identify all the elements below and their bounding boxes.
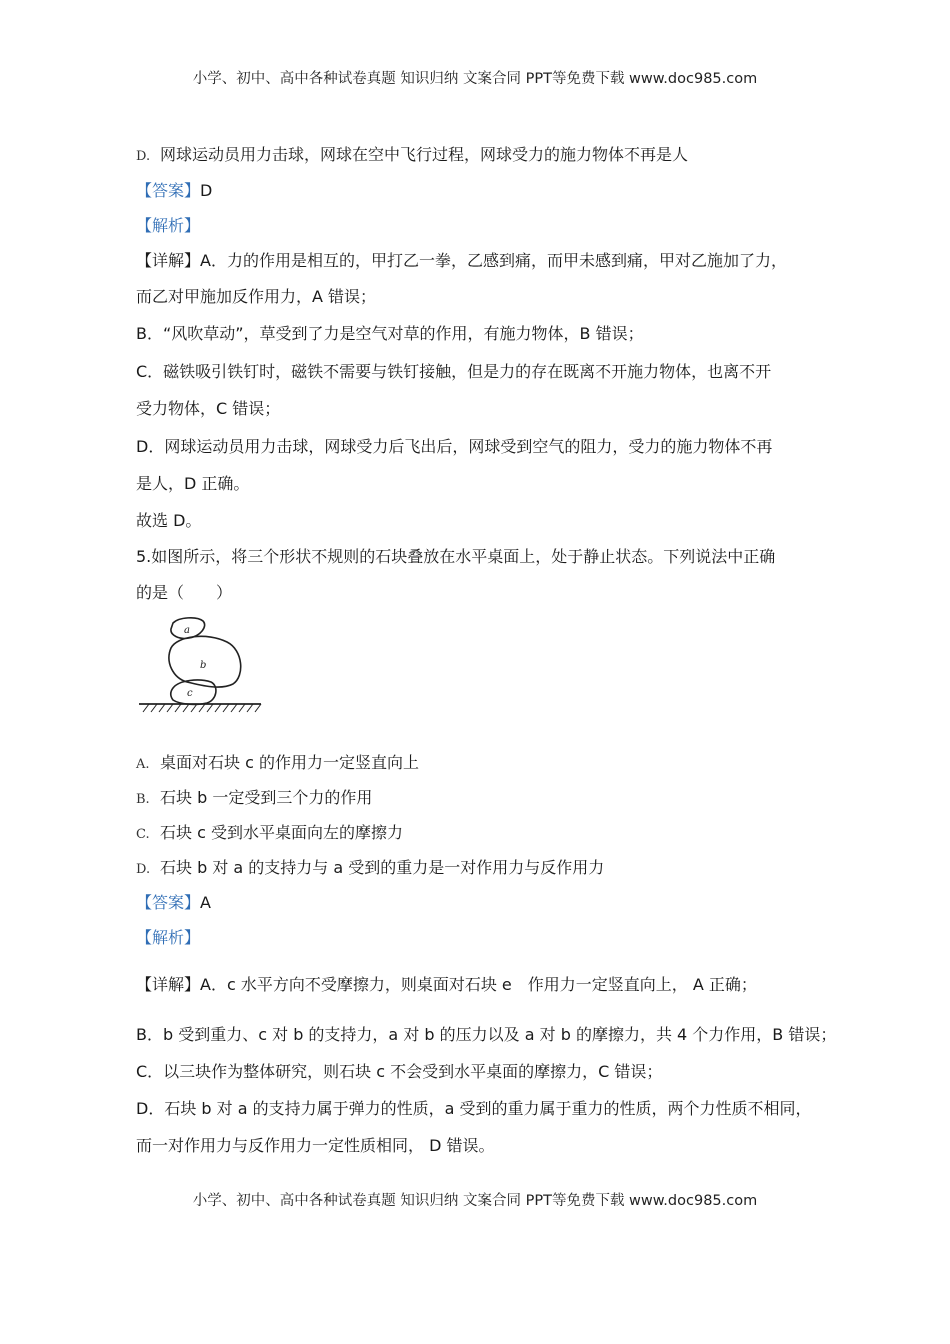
- answer-value: D: [200, 181, 213, 200]
- option-text: 石块 b 一定受到三个力的作用: [160, 788, 373, 807]
- q5-detail-line: C．以三块作为整体研究，则石块 c 不会受到水平桌面的摩擦力，C 错误；: [136, 1062, 663, 1081]
- page-header: 小学、初中、高中各种试卷真题 知识归纳 文案合同 PPT等免费下载 www.doc985.com: [192, 71, 758, 87]
- q5-analysis-tag: 【解析】: [136, 928, 201, 947]
- q4-answer: [136, 180, 212, 202]
- option-text: 石块 c 受到水平桌面向左的摩擦力: [160, 823, 403, 842]
- q4-detail-line: B．“风吹草动”，草受到了力是空气对草的作用，有施力物体，B 错误；: [136, 324, 644, 343]
- answer-tag: 【答案】: [136, 181, 201, 200]
- option-text: 石块 b 对 a 的支持力与 a 受到的重力是一对作用力与反作用力: [160, 858, 605, 877]
- ground-hatching: [143, 704, 261, 712]
- label-a: a: [184, 625, 190, 636]
- q4-conclusion: 故选 D。: [136, 511, 202, 530]
- q5-stem-line: 5.如图所示，将三个形状不规则的石块叠放在水平桌面上，处于静止状态。下列说法中正确: [136, 547, 776, 566]
- option-letter: C.: [136, 827, 150, 842]
- q5-detail-line: D．石块 b 对 a 的支持力属于弹力的性质，a 受到的重力属于重力的性质，两个力性质不相同，: [136, 1099, 812, 1118]
- stacked-stones-figure: [137, 614, 267, 718]
- q5-option-a: [136, 752, 419, 776]
- option-text: 网球运动员用力击球，网球在空中飞行过程，网球受力的施力物体不再是人: [160, 145, 689, 164]
- q4-analysis-tag: 【解析】: [136, 216, 201, 235]
- q4-detail-line: 受力物体，C 错误；: [136, 399, 281, 418]
- q5-option-b: [136, 787, 372, 811]
- q5-option-c: [136, 822, 403, 846]
- q4-detail-line: C．磁铁吸引铁钉时，磁铁不需要与铁钉接触，但是力的存在既离不开施力物体，也离不开: [136, 362, 772, 381]
- q4-detail-line: 而乙对甲施加反作用力，A 错误；: [136, 287, 377, 306]
- option-text: 桌面对石块 c 的作用力一定竖直向上: [160, 753, 419, 772]
- answer-value: A: [200, 893, 211, 912]
- answer-tag: 【答案】: [136, 893, 201, 912]
- q5-answer: [136, 892, 211, 914]
- option-letter: D.: [136, 862, 151, 877]
- q4-detail-line: 【详解】A．力的作用是相互的，甲打乙一拳，乙感到痛，而甲未感到痛，甲对乙施加了力，: [136, 251, 787, 270]
- page-footer: 小学、初中、高中各种试卷真题 知识归纳 文案合同 PPT等免费下载 www.doc985.com: [192, 1193, 758, 1209]
- label-c: c: [187, 688, 193, 699]
- option-letter: B.: [136, 792, 150, 807]
- q5-option-d: [136, 857, 604, 881]
- q5-detail-line: B．b 受到重力、c 对 b 的支持力，a 对 b 的压力以及 a 对 b 的摩擦力，共 4 个力作用，B 错误；: [136, 1025, 837, 1044]
- q5-detail-line: 【详解】A．c 水平方向不受摩擦力，则桌面对石块 e 作用力一定竖直向上， A 正确；: [136, 975, 757, 994]
- q5-stem-line: 的是（ ）: [136, 583, 233, 602]
- q4-detail-line: D．网球运动员用力击球，网球受力后飞出后，网球受到空气的阻力，受力的施力物体不再: [136, 437, 773, 456]
- option-letter: A.: [136, 757, 150, 772]
- option-letter: D.: [136, 149, 151, 164]
- q4-option-d: [136, 144, 688, 168]
- q4-detail-line: 是人，D 正确。: [136, 474, 250, 493]
- q5-detail-line: 而一对作用力与反作用力一定性质相同， D 错误。: [136, 1136, 495, 1155]
- label-b: b: [200, 660, 207, 671]
